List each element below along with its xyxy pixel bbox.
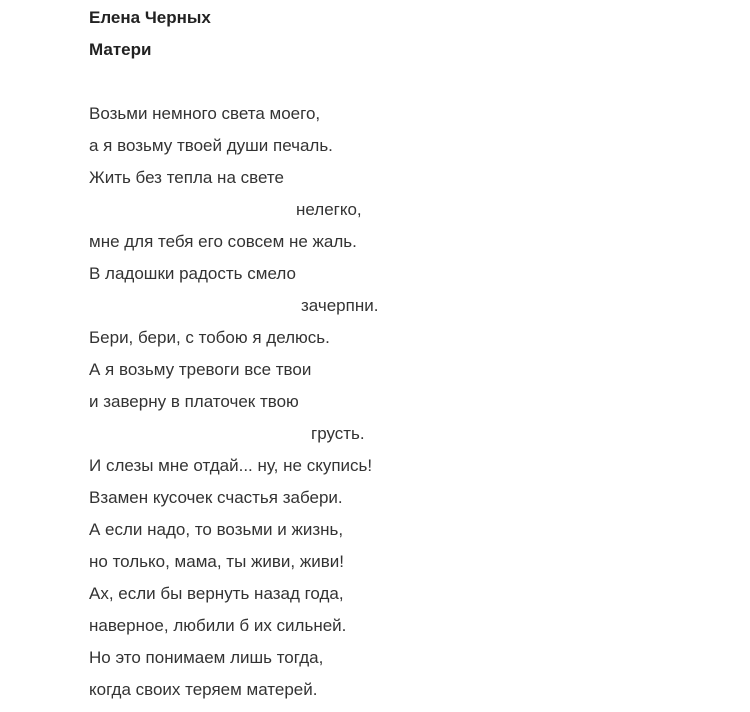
poem-line-continuation: нелегко,: [296, 200, 362, 219]
poem-line-continuation: грусть.: [311, 424, 365, 443]
poem-title: Матери: [89, 40, 152, 59]
poem-line: когда своих теряем матерей.: [89, 680, 318, 699]
poem-line: В ладошки радость смело: [89, 264, 296, 283]
poem-author: Елена Черных: [89, 8, 211, 27]
poem-line: И слезы мне отдай... ну, не скупись!: [89, 456, 373, 475]
poem-body: [89, 104, 729, 712]
poem-line: Взамен кусочек счастья забери.: [89, 488, 343, 507]
poem-line: Жить без тепла на свете: [89, 168, 284, 187]
poem-line: Ах, если бы вернуть назад года,: [89, 584, 344, 603]
poem-line: наверное, любили б их сильней.: [89, 616, 347, 635]
poem-line: но только, мама, ты живи, живи!: [89, 552, 344, 571]
poem-line: мне для тебя его совсем не жаль.: [89, 232, 357, 251]
poem-line: Но это понимаем лишь тогда,: [89, 648, 324, 667]
poem-line: и заверну в платочек твою: [89, 392, 299, 411]
poem-line: Возьми немного света моего,: [89, 104, 321, 123]
poem-line: А я возьму тревоги все твои: [89, 360, 312, 379]
poem-line: а я возьму твоей души печаль.: [89, 136, 333, 155]
poem-line-continuation: зачерпни.: [301, 296, 379, 315]
poem-line: А если надо, то возьми и жизнь,: [89, 520, 344, 539]
poem-line: Бери, бери, с тобою я делюсь.: [89, 328, 330, 347]
